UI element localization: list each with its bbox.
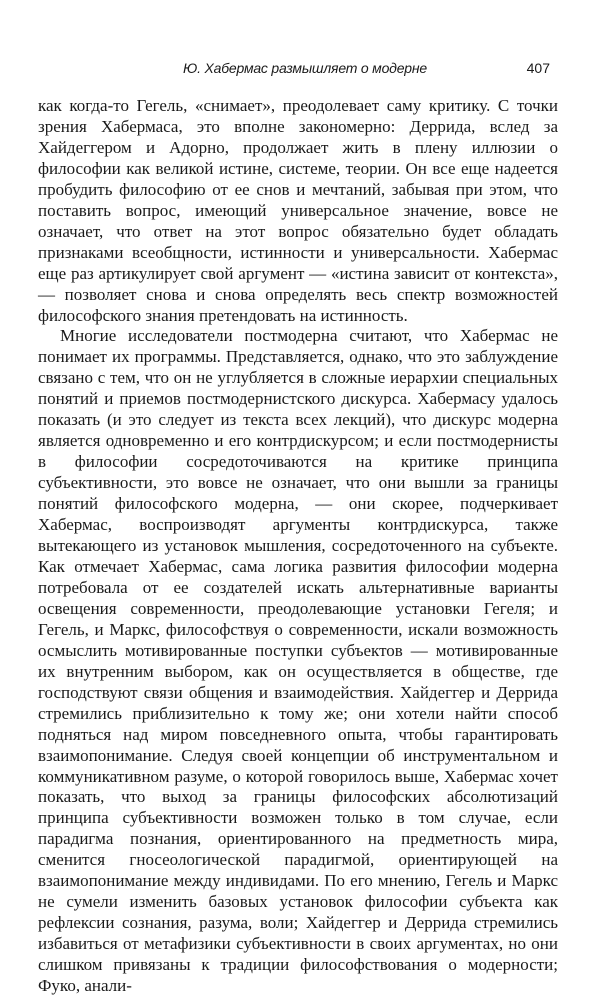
running-title: Ю. Хабермас размышляет о модерне <box>183 60 427 76</box>
page-body <box>38 96 558 997</box>
body-paragraph: Многие исследователи постмодерна считают, что Хабермас не понимает их программы. Представляется, однако, что это заблуждение связано с тем, что он не углубляется в сложные иерархии специальных понятий и приемов постмодернистского дискурса. Хабермасу удалось показать (и это следует из текста всех лекций), что дискурс модерна является одновременно и его контрдискурсом; и если постмодернисты в философии сосредоточиваются на критике принципа субъективности, это вовсе не означает, что они вышли за границы понятий философского модерна, — они скорее, подчеркивает Хабермас, воспроизводят аргументы контрдискурса, также вытекающего из установок мышления, сосредоточенного на субъекте. Как отмечает Хабермас, сама логика развития философии модерна потребовала от ее создателей искать альтернативные варианты освещения современности, преодолевающие установки Гегеля; и Гегель, и Маркс, философствуя о современности, искали возможность осмыслить мотивированные поступки субъектов — мотивированные их внутренним выбором, как он осуществляется в обществе, где господствуют связи общения и взаимодействия. Хайдеггер и Деррида стремились приблизительно к тому же; они хотели найти способ подняться над миром повседневного опыта, чтобы гарантировать взаимопонимание. Следуя своей концепции об инструментальном и коммуникативном разуме, о которой говорилось выше, Хабермас хочет показать, что выход за границы философских абсолютизаций принципа субъективности возможен только в том случае, если парадигма познания, ориентированного на предметность мира, сменится гносеологической парадигмой, ориентирующей на взаимопонимание между индивидами. По его мнению, Гегель и Маркс не сумели изменить базовых установок философии субъекта как рефлексии сознания, разума, воли; Хайдеггер и Деррида стремились избавиться от метафизики субъективности в своих аргументах, но они слишком привязаны к традиции философствования о модерности; Фуко, анали- <box>38 326 558 996</box>
page-number: 407 <box>526 60 550 76</box>
running-head <box>60 60 550 84</box>
body-paragraph-continued: как когда-то Гегель, «снимает», преодолевает саму критику. С точки зрения Хабермаса, это вполне закономерно: Деррида, вслед за Хайдеггером и Адорно, продолжает жить в плену иллюзии о философии как великой истине, системе, теории. Он все еще надеется пробудить философию от ее снов и мечтаний, забывая при этом, что поставить вопрос, имеющий универсальное значение, вовсе не означает, что ответ на этот вопрос обязательно будет обладать признаками всеобщности, истинности и универсальности. Хабермас еще раз артикулирует свой аргумент — «истина зависит от контекста», — позволяет снова и снова определять весь спектр возможностей философского знания претендовать на истинность. <box>38 96 558 325</box>
